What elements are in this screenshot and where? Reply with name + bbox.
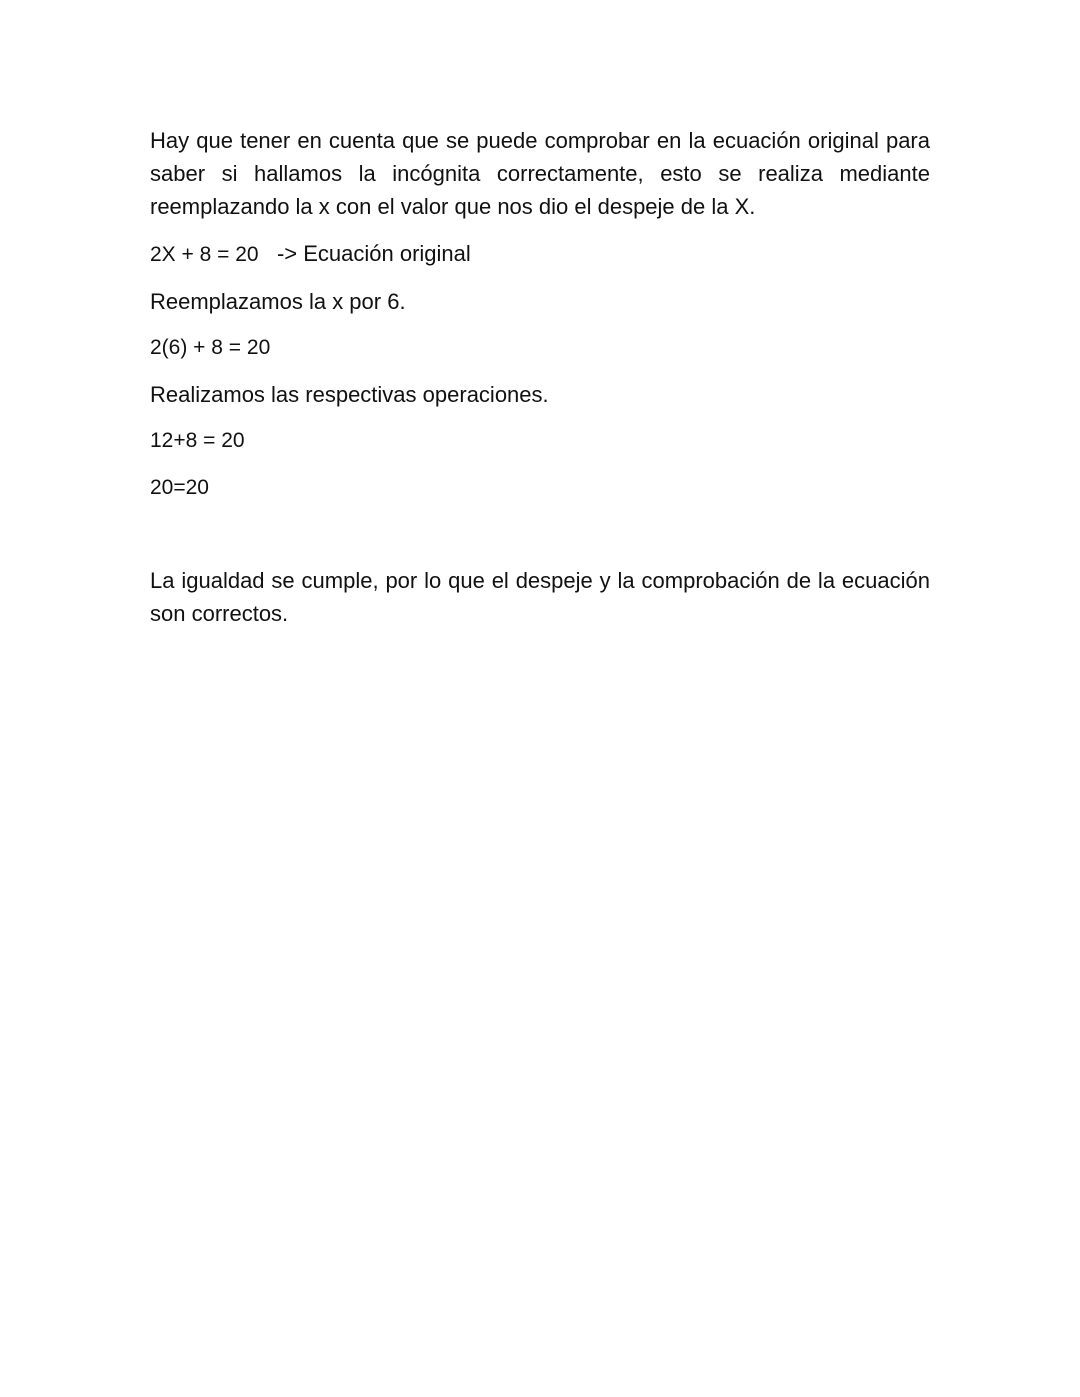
document-body xyxy=(150,124,930,630)
original-equation: 2X + 8 = 20 xyxy=(150,243,259,266)
intro-paragraph: Hay que tener en cuenta que se puede comprobar en la ecuación original para saber si hallamos la incógnita correctamente, esto se realiza mediante reemplazando la x con el valor que nos dio el despeje de la X. xyxy=(150,128,930,219)
original-equation-line xyxy=(150,237,930,271)
original-equation-note: -> Ecuación original xyxy=(276,241,471,266)
final-result: 20=20 xyxy=(150,476,209,499)
replace-step: Reemplazamos la x por 6. xyxy=(150,289,406,314)
intermediate-result: 12+8 = 20 xyxy=(150,429,245,452)
substituted-equation: 2(6) + 8 = 20 xyxy=(150,336,271,359)
operations-step: Realizamos las respectivas operaciones. xyxy=(150,382,549,407)
conclusion-paragraph: La igualdad se cumple, por lo que el despeje y la comprobación de la ecuación son correctos. xyxy=(150,568,930,626)
